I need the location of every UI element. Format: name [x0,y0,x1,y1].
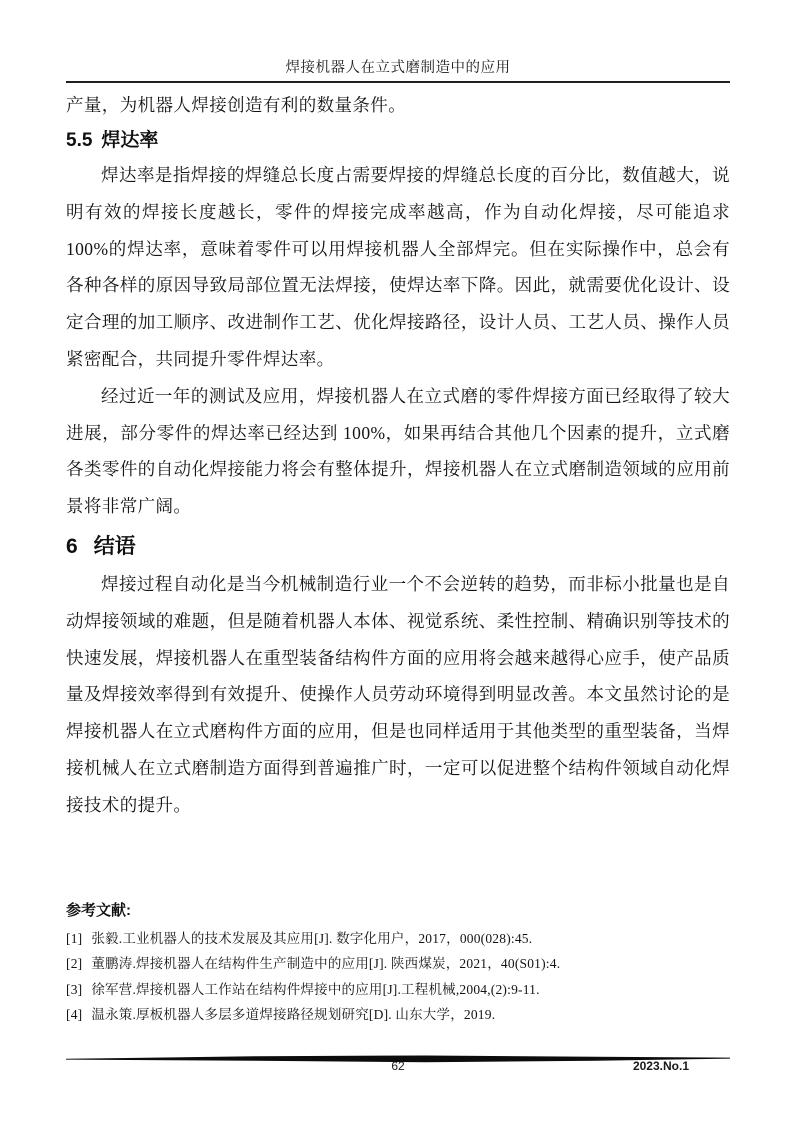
reference-text: 张毅.工业机器人的技术发展及其应用[J]. 数字化用户，2017，000(028):45. [91,930,533,946]
references-heading: 参考文献: [66,901,131,919]
reference-item [66,951,730,977]
reference-label: [2] [66,956,83,972]
reference-item [66,1002,730,1028]
page-body [66,87,730,1028]
footer-page-number: 62 [391,1059,405,1073]
continued-paragraph-line: 产量，为机器人焊接创造有利的数量条件。 [66,95,407,115]
running-head-title: 焊接机器人在立式磨制造中的应用 [285,60,511,76]
paragraph: 焊达率是指焊接的焊缝总长度占需要焊接的焊缝总长度的百分比，数值越大，说明有效的焊接长度越长，零件的焊接完成率越高，作为自动化焊接，尽可能追求 100%的焊达率，意味着零件可以用焊接机器人全部焊完。但在实际操作中，总会有各种各样的原因导致局部位置无法焊接，使焊达率下降。因此，就需要优化设计、设定合理的加工顺序、改进制作工艺、优化焊接路径，设计人员、工艺人员、操作人员紧密配合，共同提升零件焊达率。 [66,165,730,369]
footer-rule [66,1050,730,1058]
reference-item [66,977,730,1003]
reference-label: [1] [66,930,83,946]
section-title: 结语 [93,534,136,558]
section-number: 6 [66,534,78,558]
reference-label: [4] [66,1007,83,1023]
references-section [66,900,730,1028]
footer-issue-number: 2023.No.1 [632,1059,689,1073]
reference-text: 董鹏涛.焊接机器人在结构件生产制造中的应用[J]. 陕西煤炭，2021，40(S01):4. [91,956,561,972]
reference-item [66,926,730,952]
header-rule [66,81,730,83]
reference-text: 温永策.厚板机器人多层多道焊接路径规划研究[D]. 山东大学，2019. [91,1007,496,1023]
reference-label: [3] [66,981,83,997]
section-heading-6 [66,528,730,566]
paragraph: 经过近一年的测试及应用，焊接机器人在立式磨的零件焊接方面已经取得了较大进展，部分零件的焊达率已经达到 100%，如果再结合其他几个因素的提升，立式磨各类零件的自动化焊接能力将会有整体提升，焊接机器人在立式磨制造领域的应用前景将非常广阔。 [66,385,730,517]
paragraph: 焊接过程自动化是当今机械制造行业一个不会逆转的趋势，而非标小批量也是自动焊接领域的难题，但是随着机器人本体、视觉系统、柔性控制、精确识别等技术的快速发展，焊接机器人在重型装备结构件方面的应用将会越来越得心应手，使产品质量及焊接效率得到有效提升、使操作人员劳动环境得到明显改善。本文虽然讨论的是焊接机器人在立式磨构件方面的应用，但是也同样适用于其他类型的重型装备，当焊接机械人在立式磨制造方面得到普遍推广时，一定可以促进整个结构件领域自动化焊接技术的提升。 [66,573,730,815]
reference-text: 徐军营.焊接机器人工作站在结构件焊接中的应用[J].工程机械,2004,(2):9-11. [91,981,540,997]
section-title: 焊达率 [101,130,159,151]
section-heading-5-5 [66,124,730,157]
section-number: 5.5 [66,130,93,151]
